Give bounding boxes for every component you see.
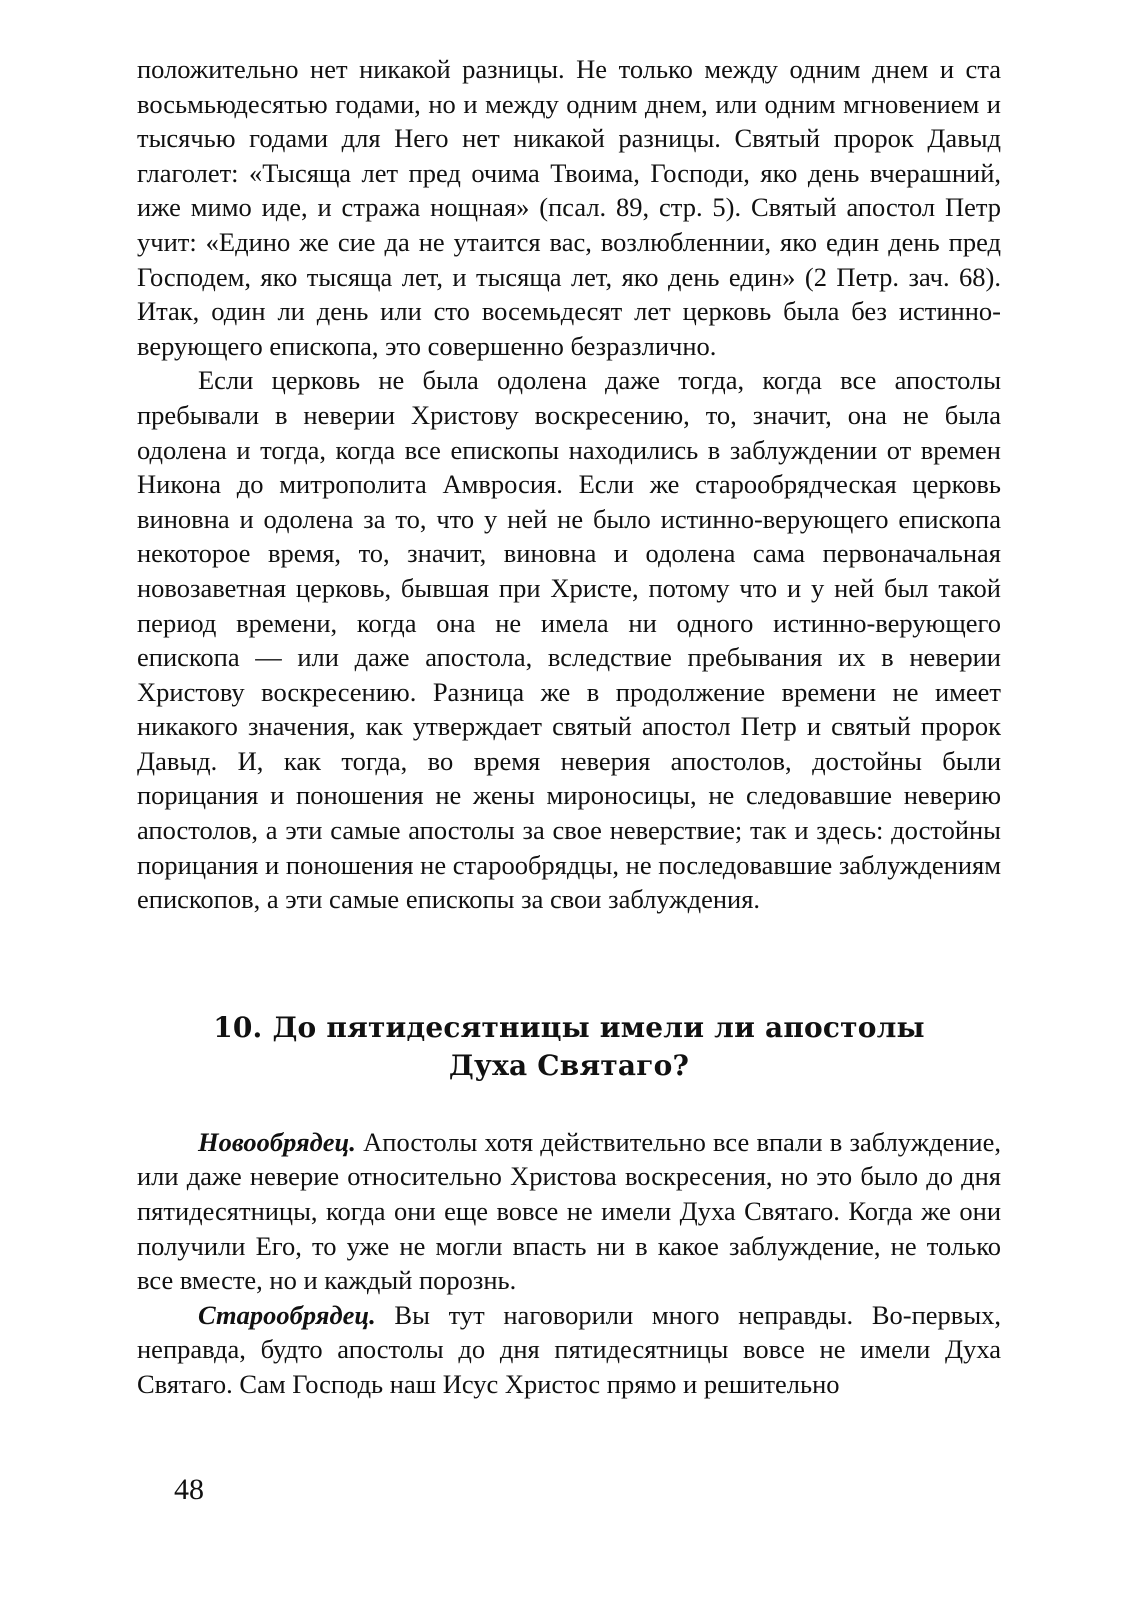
section-heading-line-2: Духа Святаго? [448, 1048, 690, 1082]
paragraph-church-not-overcome: Если церковь не была одолена даже тогда, когда все апостолы пребывали в неверии Христову воскресению, то, значит, она не была одолена и тогда, когда все епископы находились в заблуждении от времен Никона до митрополита Амвросия. Если же старообрядческая церковь виновна и одолена за то, что у ней не было истинно-верующего епископа некоторое время, то, значит, виновна и одолена сама первоначальная новозаветная церковь, бывшая при Христе, потому что и у ней был такой период времени, когда она не имела ни одного истинно-верующего епископа — или даже апостола, вследствие пребывания их в неверии Христову воскресению. Разница же в продолжение времени не имеет никакого значения, как утверждает святый апостол Петр и святый пророк Давыд. И, как тогда, во время неверия апостолов, достойны были порицания и поношения не жены мироносицы, не следовавшие неверию апостолов, а эти самые апостолы за свое неверствие; так и здесь: достойны порицания и поношения не старообрядцы, не последовавшие заблуждениям епископов, а эти самые епископы за свои заблуждения. [137, 365, 1001, 915]
paragraph-novoobryadets-text: Апостолы хотя действительно все впали в заблуждение, или даже неверие относительно Христова воскресения, но это было до дня пятидесятницы, когда они еще вовсе не имели Духа Святаго. Когда же они получили Его, то уже не могли впасть ни в какое заблуждение, не только все вместе, но и каждый порознь. [137, 1126, 1001, 1296]
paragraph-staroobryadets-text: Вы тут наговорили много неправды. Во-первых, неправда, будто апостолы до дня пятидесятницы вовсе не имели Духа Святаго. Сам Господь наш Исус Христос прямо и решительно [137, 1299, 1001, 1399]
speaker-label-staroobryadets: Старообрядец. [198, 1299, 376, 1330]
page-body [137, 52, 1001, 1402]
paragraph-staroobryadets [137, 1298, 1001, 1402]
paragraph-continuation: положительно нет никакой разницы. Не только между одним днем и ста восьмьюдесятью годами, но и между одним днем, или одним мгновением и тысячью годами для Него нет никакой разницы. Святый пророк Давыд глаголет: «Тысяща лет пред очима Твоима, Господи, яко день вчерашний, иже мимо иде, и стража нощная» (псал. 89, стр. 5). Святый апостол Петр учит: «Едино же сие да не утаится вас, возлюбленнии, яко един день пред Господем, яко тысяща лет, и тысяща лет, яко день един» (2 Петр. зач. 68). Итак, один ли день или сто восемьдесят лет церковь была без истинно-верующего епископа, это совершенно безразлично. [137, 54, 1001, 361]
speaker-label-novoobryadets: Новообрядец. [198, 1126, 356, 1157]
section-heading [137, 1009, 1001, 1085]
paragraph-novoobryadets [137, 1125, 1001, 1298]
section-heading-line-1: 10. До пятидесятницы имели ли апостолы [213, 1010, 925, 1044]
page-number: 48 [174, 1473, 204, 1506]
heading-spacer [137, 1085, 1001, 1125]
